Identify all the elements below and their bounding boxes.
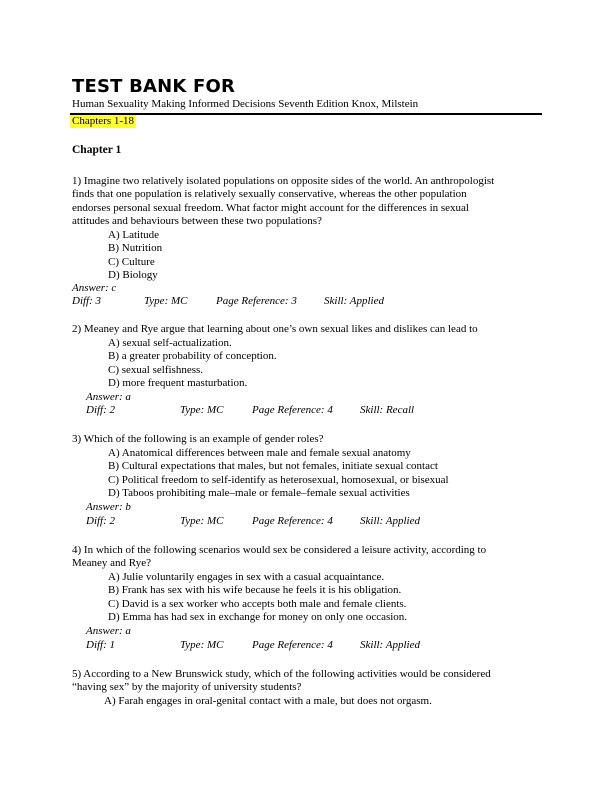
- answer-option: A) sexual self-actualization.: [108, 337, 232, 349]
- answer-option: A) Farah engages in oral-genital contact with a male, but does not orgasm.: [104, 695, 432, 707]
- answer-option: C) Culture: [108, 256, 155, 268]
- page-reference: Page Reference: 4: [252, 515, 333, 527]
- question-stem-line: endorses personal sexual freedom. What factor might account for the differences in sexual: [72, 202, 469, 214]
- answer-option: C) Political freedom to self-identify as heterosexual, homosexual, or bisexual: [108, 474, 449, 486]
- question-type: Type: MC: [144, 295, 188, 307]
- skill: Skill: Applied: [324, 295, 384, 307]
- answer-option: B) Frank has sex with his wife because he feels it is his obligation.: [108, 584, 402, 596]
- question-stem-line: attitudes and behaviours between these two populations?: [72, 215, 322, 227]
- question-stem-line: 4) In which of the following scenarios would sex be considered a leisure activity, according to: [72, 544, 487, 556]
- difficulty: Diff: 3: [72, 295, 102, 307]
- question-stem-line: 5) According to a New Brunswick study, which of the following activities would be considered: [72, 668, 491, 680]
- answer-option: A) Anatomical differences between male and female sexual anatomy: [108, 447, 411, 459]
- skill: Skill: Applied: [360, 515, 420, 527]
- question-stem-line: “having sex” by the majority of university students?: [72, 681, 302, 693]
- answer-option: B) a greater probability of conception.: [108, 350, 277, 362]
- question-type: Type: MC: [180, 404, 224, 416]
- difficulty: Diff: 2: [86, 404, 116, 416]
- answer-key: Answer: c: [72, 282, 117, 294]
- question-type: Type: MC: [180, 639, 224, 651]
- header-rule: [70, 113, 542, 115]
- answer-key: Answer: b: [86, 501, 131, 513]
- answer-option: D) more frequent masturbation.: [108, 377, 248, 389]
- question-stem-line: 3) Which of the following is an example of gender roles?: [72, 433, 324, 445]
- skill: Skill: Applied: [360, 639, 420, 651]
- question-stem-line: Meaney and Rye?: [72, 557, 151, 569]
- chapter-heading: Chapter 1: [72, 144, 122, 156]
- difficulty: Diff: 1: [86, 639, 116, 651]
- answer-option: D) Taboos prohibiting male–male or female–female sexual activities: [108, 487, 410, 499]
- answer-option: D) Emma has had sex in exchange for money on only one occasion.: [108, 611, 408, 623]
- answer-option: C) David is a sex worker who accepts both male and female clients.: [108, 598, 407, 610]
- page-reference: Page Reference: 4: [252, 404, 333, 416]
- answer-option: B) Cultural expectations that males, but not females, initiate sexual contact: [108, 460, 438, 472]
- answer-option: B) Nutrition: [108, 242, 163, 254]
- book-subtitle: Human Sexuality Making Informed Decisions Seventh Edition Knox, Milstein: [72, 98, 419, 110]
- chapters-highlight: Chapters 1-18: [72, 115, 135, 127]
- answer-option: D) Biology: [108, 269, 158, 281]
- skill: Skill: Recall: [360, 404, 415, 416]
- answer-key: Answer: a: [86, 625, 131, 637]
- question-stem-line: finds that one population is relatively sexually conservative, whereas the other population: [72, 188, 467, 200]
- page-reference: Page Reference: 3: [216, 295, 297, 307]
- answer-option: A) Julie voluntarily engages in sex with a casual acquaintance.: [108, 571, 385, 583]
- question-stem-line: 1) Imagine two relatively isolated populations on opposite sides of the world. An anthropologist: [72, 175, 495, 187]
- document-title: TEST BANK FOR: [72, 76, 236, 97]
- page-reference: Page Reference: 4: [252, 639, 333, 651]
- answer-option: C) sexual selfishness.: [108, 364, 204, 376]
- difficulty: Diff: 2: [86, 515, 116, 527]
- question-stem-line: 2) Meaney and Rye argue that learning about one’s own sexual likes and dislikes can lead to: [72, 323, 478, 335]
- question-type: Type: MC: [180, 515, 224, 527]
- answer-key: Answer: a: [86, 391, 131, 403]
- answer-option: A) Latitude: [108, 229, 160, 241]
